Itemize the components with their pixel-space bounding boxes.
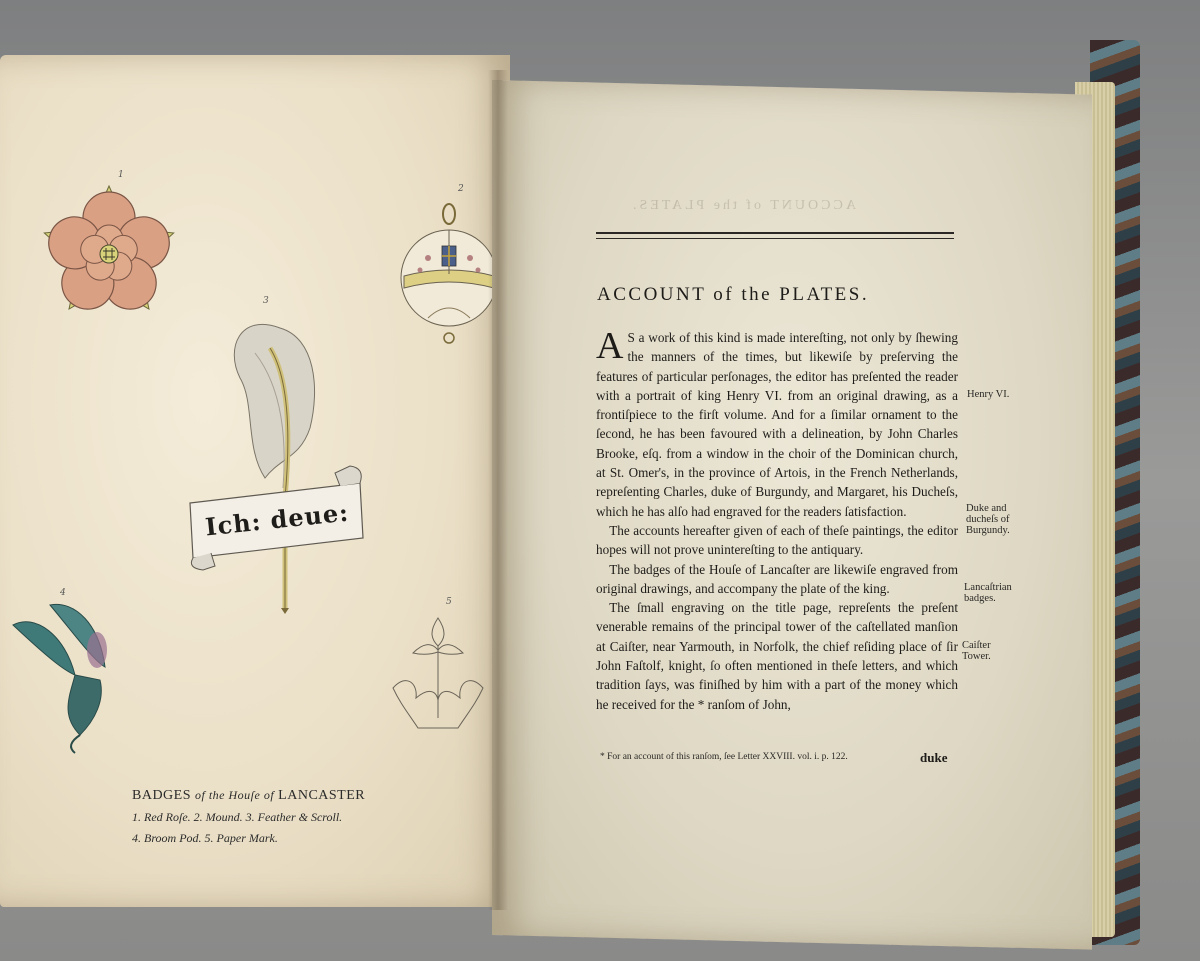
mound-icon — [398, 198, 500, 348]
banner-motto: Ich: deue: — [203, 497, 351, 542]
broom-pod-icon — [5, 595, 125, 760]
paragraph-1 — [596, 325, 958, 521]
footnote: * For an account of this ranſom, ſee Letter XXVIII. vol. i. p. 122. — [600, 752, 848, 762]
heading-rule-thin — [596, 238, 954, 239]
show-through-heading: ACCOUNT of the PLATES. — [630, 198, 856, 213]
figure-number-5: 5 — [446, 597, 452, 607]
margin-note-lancastrian: Lancaſtrian badges. — [964, 582, 1012, 604]
drop-cap: A — [596, 325, 624, 367]
body-text — [596, 325, 958, 714]
book-gutter — [488, 70, 508, 910]
plate-caption — [132, 788, 432, 846]
caption-row-1: 1. Red Roſe. 2. Mound. 3. Feather & Scroll. — [132, 810, 343, 824]
margin-note-caister: Caiſter Tower. — [962, 640, 991, 662]
page-title: ACCOUNT of the PLATES. — [597, 284, 870, 305]
figure-number-4: 4 — [60, 588, 66, 598]
caption-row-2: 4. Broom Pod. 5. Paper Mark. — [132, 831, 278, 845]
figure-number-2: 2 — [458, 184, 464, 194]
caption-title-prefix: BADGES — [132, 788, 192, 803]
paper-mark-icon — [388, 608, 488, 738]
heading-rule-thick — [596, 232, 954, 234]
red-rose-icon — [38, 183, 180, 325]
caption-title-mid: of the Houſe of — [195, 788, 275, 802]
catchword: duke — [920, 750, 948, 765]
figure-number-3: 3 — [263, 296, 269, 306]
paragraph-3: The badges of the Houſe of Lancaſter are likewiſe engraved from original drawings, and accompany the plate of the king. — [596, 561, 958, 596]
margin-note-burgundy: Duke and ducheſs of Burgundy. — [966, 503, 1010, 536]
feather-scroll-icon — [185, 308, 367, 618]
margin-note-henry: Henry VI. — [967, 389, 1010, 400]
paragraph-2: The accounts hereafter given of each of theſe paintings, the editor hopes will not prove unintereſting to the antiquary. — [596, 522, 958, 558]
figure-number-1: 1 — [118, 170, 124, 180]
caption-title-suffix: LANCASTER — [278, 788, 366, 803]
paragraph-1-text: S a work of this kind is made intereſting, not only by ſhewing the manners of the times, but likewiſe by preſerving the features of particular perſonages, the editor has preſented the reader with a portrait of king Henry VI. from an original drawing, as a frontiſpiece to the firſt volume. And for a ſimilar ornament to the ſecond, he has been favoured with a delineation, by John Charles Brooke, eſq. from a window in the choir of the Dominican church, at St. Omer's, in the province of Artois, in the French Netherlands, repreſenting Charles, duke of Burgundy, and Margaret, his Ducheſs, which he has alſo had engraved for the readers ſatisfaction. — [596, 330, 958, 519]
paragraph-4: The ſmall engraving on the title page, repreſents the preſent venerable remains of the principal tower of the caſtellated manſion at Caiſter, near Yarmouth, in Norfolk, the chief reſiding place of ſir John Faſtolf, knight, ſo often mentioned in theſe letters, and which tradition ſays, was finiſhed by him with a part of the money which he received for the * ranſom of John, — [596, 600, 958, 712]
